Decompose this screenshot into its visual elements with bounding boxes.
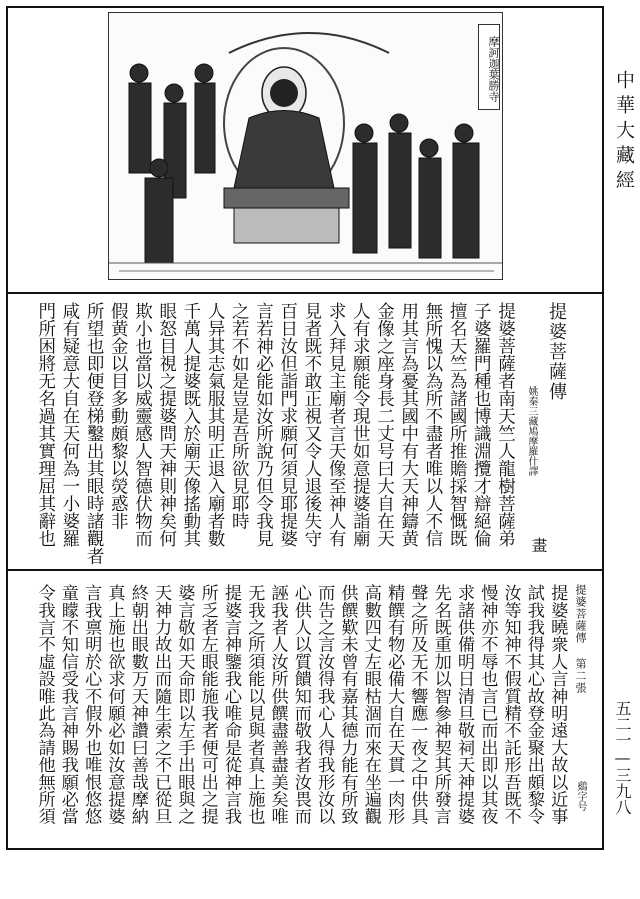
text-column: 童矇不知信受我言神賜我願必當 bbox=[57, 584, 78, 825]
text-column: 高數四丈左眼枯涸而來在坐遍觀 bbox=[360, 584, 381, 825]
seated-figure-robe bbox=[234, 111, 334, 189]
text-column: 擅名天竺為諸國所推贍採智慨既 bbox=[447, 302, 468, 547]
text-column: 真上施也欲求何願必如汝意提婆 bbox=[104, 584, 125, 825]
text-column: 之若不如是豈是吾所欲見耶時 bbox=[229, 302, 250, 530]
text-column: 見者既不敢正視又令人退後失守 bbox=[301, 302, 322, 547]
text-column: 而告之言汝得我心人得我形汝以 bbox=[314, 584, 335, 825]
text-column: 無所愧以為所不盡者唯以人不信 bbox=[422, 302, 443, 547]
text-column: 无我之所須能以見與者真上施也 bbox=[244, 584, 265, 825]
text-column: 千萬人提婆既入於廟天像搖動其 bbox=[180, 302, 201, 547]
illustration-panel bbox=[108, 12, 503, 280]
section-divider-upper bbox=[6, 292, 604, 294]
text-column: 金像之座身長二丈号曰大自在天 bbox=[374, 302, 395, 547]
text-column: 眼怒目視之提婆問天神則神矣何 bbox=[156, 302, 177, 547]
text-column: 所望也即便登梯鑿出其眼時諸觀者 bbox=[84, 302, 105, 565]
text-column: 終朝出眼數万天神讚曰善哉摩納 bbox=[127, 584, 148, 825]
throne-seat bbox=[224, 188, 349, 208]
temple-caption-plaque: 摩訶迦葉勝寺 bbox=[478, 24, 500, 110]
text-column: 提婆菩薩者南天竺人龍樹菩薩弟 bbox=[495, 302, 516, 547]
text-column: 子婆羅門種也博識淵攬才辯絕倫 bbox=[471, 302, 492, 547]
text-column: 求入拜見主廟者言天像至神人有 bbox=[326, 302, 347, 547]
text-column: 汝等知神不假質精不託形吾既不 bbox=[500, 584, 521, 825]
text-column: 言若神必能如汝所說乃但令我見 bbox=[253, 302, 274, 547]
text-column: 供饌歎未曾有嘉其德力能有所致 bbox=[337, 584, 358, 825]
text-column: 咸有疑意大自在天何為一小婆羅 bbox=[59, 302, 80, 547]
text-column: 聲之所及无不響應一夜之中供具 bbox=[407, 584, 428, 825]
text-column: 求諸供備明日清旦敬祠天神提婆 bbox=[454, 584, 474, 825]
text-column: 提婆曉衆人言神明遠大故以近事 bbox=[547, 584, 568, 825]
section-divider-lower bbox=[6, 569, 604, 571]
attendants-right bbox=[353, 114, 479, 258]
page-number: 五二一—三九八 bbox=[613, 700, 632, 815]
text-column: 欺小也當以威靈感人智德伏物而 bbox=[132, 302, 153, 547]
text-column: 假黄金以目多動頗黎以熒惑非 bbox=[108, 302, 129, 530]
text-column: 用其言為憂其國中有大天神鑄黄 bbox=[398, 302, 419, 547]
buddha-assembly-illustration bbox=[109, 13, 503, 280]
throne-base bbox=[234, 208, 339, 243]
text-column: 天神力故出而隨生索之不已從旦 bbox=[151, 584, 172, 825]
text-column: 門所困將无名過其實理屈其辭也 bbox=[35, 302, 56, 547]
text-column: 令我言不虛設唯此為請他無所須 bbox=[34, 584, 55, 825]
text-column: 提婆言神鑒我心唯命是從神言我 bbox=[221, 584, 241, 825]
attendants-left bbox=[129, 64, 215, 263]
text-column: 慢神亦不辱也言已而出即以其夜 bbox=[477, 584, 498, 825]
section-1-title: 提婆菩薩傳 bbox=[546, 302, 567, 402]
text-column: 先名既重加以智參神契其所發言 bbox=[430, 584, 451, 825]
side-title: 中華大藏經 bbox=[613, 70, 635, 195]
text-column: 婆言敬如天命即以左手出眼與之 bbox=[174, 584, 195, 825]
text-column: 精饌有物必備大自在天貫一肉形 bbox=[384, 584, 405, 825]
text-column: 所乏者左眼能施我者便可出之提 bbox=[197, 584, 218, 825]
text-column: 人异其志氣服其明正退入廟者數 bbox=[205, 302, 226, 547]
seated-figure-head bbox=[270, 79, 298, 107]
text-column: 人有求願能令現世如意提婆詣廟 bbox=[350, 302, 371, 547]
text-column: 心供人以質饋知而敬我者汝畏而 bbox=[290, 584, 311, 825]
text-column: 試我我得其心故登金聚出頗黎令 bbox=[523, 584, 544, 825]
roof-line bbox=[229, 33, 389, 53]
translator-credit: 姚秦三藏鳩摩羅什譯 bbox=[526, 386, 537, 476]
text-column: 誣我者人汝所供饌盡善盡美矣唯 bbox=[267, 584, 288, 825]
text-column: 百日汝但詣門求願何須見耶提婆 bbox=[277, 302, 298, 547]
section-1-mark: 畫 bbox=[529, 537, 548, 553]
text-column: 言我禀明於心不假外也唯恨悠悠 bbox=[81, 584, 102, 825]
section-2-header: 提婆菩薩傳 第二張 bbox=[574, 584, 587, 694]
section-2-code: 鷄字号 bbox=[575, 781, 586, 811]
